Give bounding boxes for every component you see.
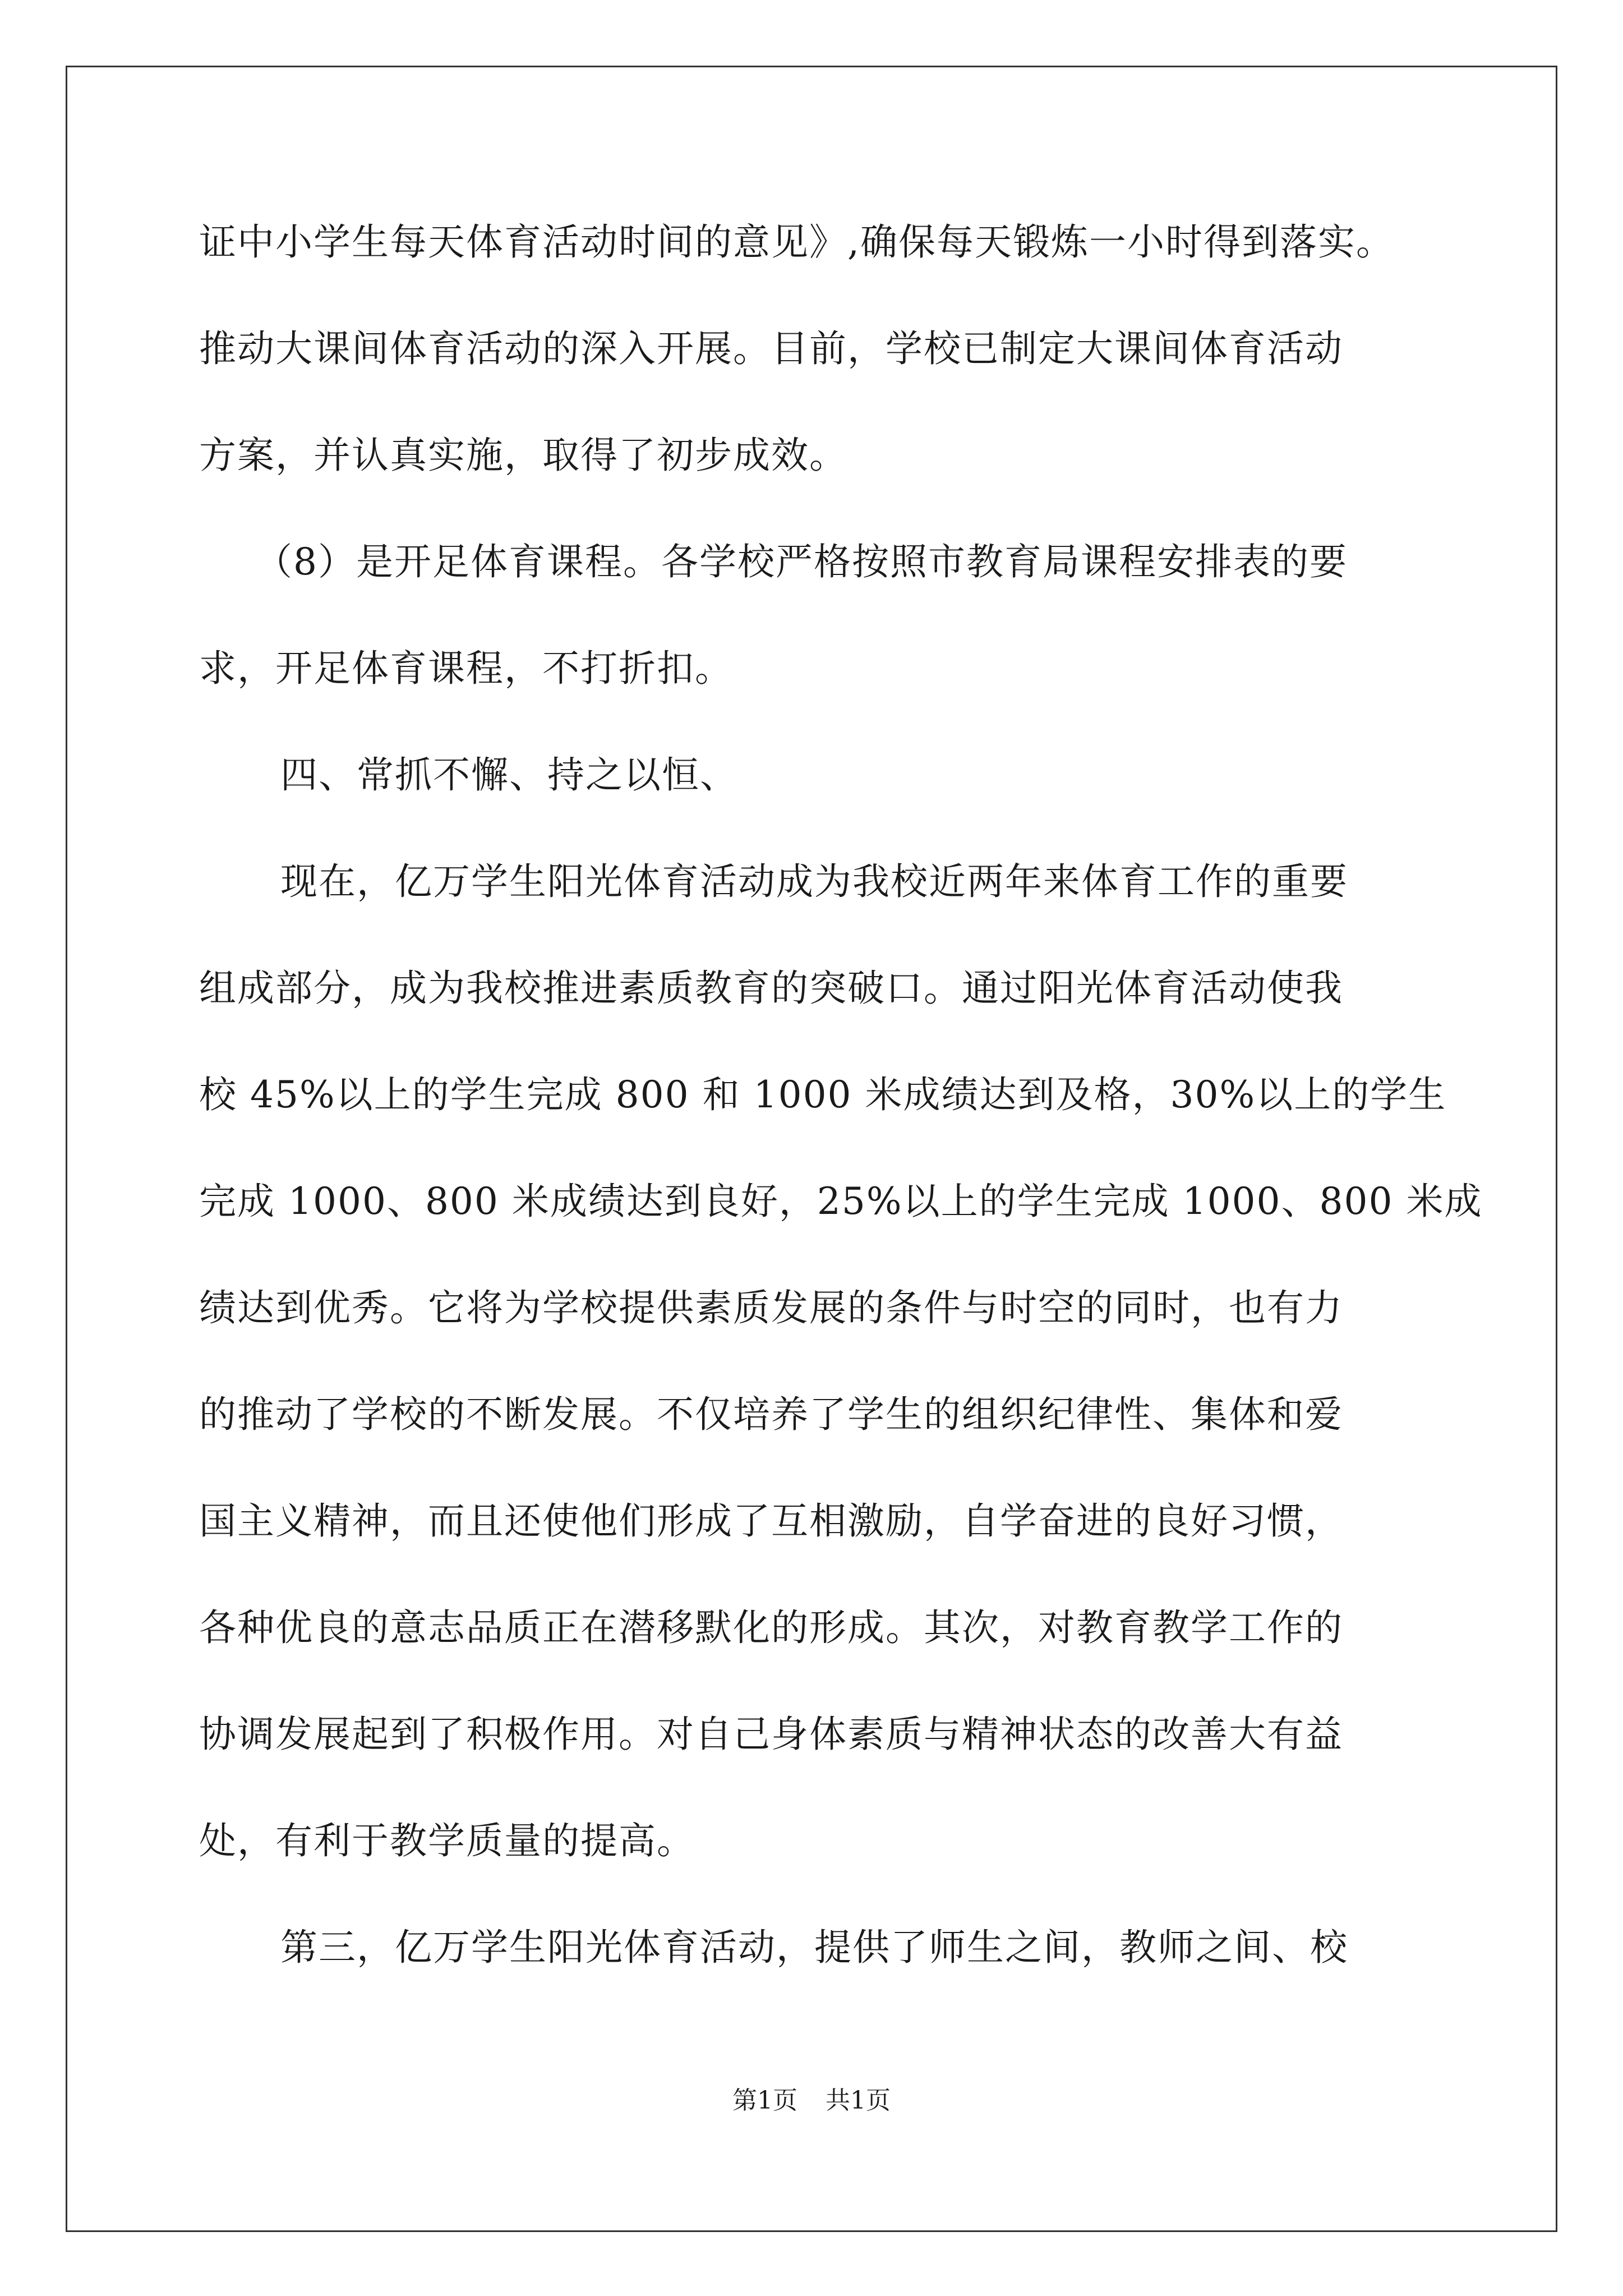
section-heading: 四、常抓不懈、持之以恒、 bbox=[280, 753, 738, 797]
page-frame bbox=[66, 66, 1557, 2232]
text-line: 现在，亿万学生阳光体育活动成为我校近两年来体育工作的重要 bbox=[280, 860, 1348, 903]
text-line: 的推动了学校的不断发展。不仅培养了学生的组织纪律性、集体和爱 bbox=[199, 1393, 1343, 1436]
page-number: 第1页 bbox=[732, 2086, 797, 2115]
text-line: 证中小学生每天体育活动时间的意见》,确保每天锻炼一小时得到落实。 bbox=[199, 220, 1394, 264]
text-line: 校 45%以上的学生完成 800 和 1000 米成绩达到及格，30%以上的学生 bbox=[199, 1073, 1447, 1116]
text-line: 国主义精神，而且还使他们形成了互相激励，自学奋进的良好习惯， bbox=[199, 1499, 1343, 1543]
text-line: 求，开足体育课程，不打折扣。 bbox=[199, 647, 733, 690]
page-total: 共1页 bbox=[826, 2086, 891, 2115]
text-line: 第三，亿万学生阳光体育活动，提供了师生之间，教师之间、校 bbox=[280, 1926, 1348, 1969]
text-line: 各种优良的意志品质正在潜移默化的形成。其次，对教育教学工作的 bbox=[199, 1606, 1343, 1649]
text-line: 推动大课间体育活动的深入开展。目前，学校已制定大课间体育活动 bbox=[199, 327, 1343, 370]
text-line: 组成部分，成为我校推进素质教育的突破口。通过阳光体育活动使我 bbox=[199, 967, 1343, 1010]
text-line: 处，有利于教学质量的提高。 bbox=[199, 1819, 695, 1862]
text-line: （8）是开足体育课程。各学校严格按照市教育局课程安排表的要 bbox=[255, 540, 1348, 583]
text-line: 绩达到优秀。它将为学校提供素质发展的条件与时空的同时，也有力 bbox=[199, 1286, 1343, 1329]
text-line: 协调发展起到了积极作用。对自己身体素质与精神状态的改善大有益 bbox=[199, 1713, 1343, 1756]
text-line: 方案，并认真实施，取得了初步成效。 bbox=[199, 434, 847, 477]
text-line: 完成 1000、800 米成绩达到良好，25%以上的学生完成 1000、800 米成 bbox=[199, 1180, 1483, 1223]
page-footer bbox=[0, 2084, 1623, 2118]
